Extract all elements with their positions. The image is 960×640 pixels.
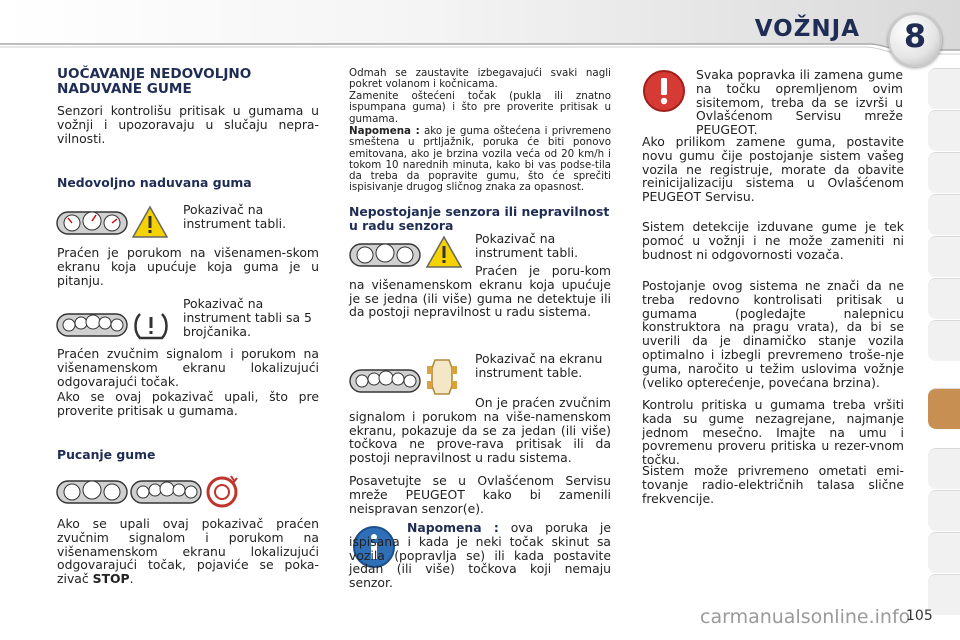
indicator-label: Pokazivač na instrument tabli.: [475, 231, 579, 260]
chapter-tab[interactable]: [928, 532, 960, 573]
car-tyres-icon: [422, 354, 462, 398]
warning-triangle-icon: [130, 204, 170, 240]
chapter-tab[interactable]: [928, 194, 960, 235]
chapter-tabs: [928, 68, 960, 628]
chapter-tab[interactable]: [928, 574, 960, 615]
note-body: ako je guma oštećena i privremeno smeštena u prtljažnik, poruka će biti ponovo emitovana, ako je brzina vozila veća od 20 km/h i tokom 10 narednih minuta, kako bi vas podse-tila da treba da popravite gumu, što će sprečiti ispisivanje drugog sličnog znaka za opasnost.: [349, 125, 611, 194]
body-text: On je praćen zvučnim signalom i porukom na više-namenskom ekranu, pokazuje da se za jedan (ili više) točkova ne prove-rava pritisak ili da postoji nepravilnost u radu sistema.: [349, 395, 611, 466]
indicator-label: Pokazivač na instrument tabli.: [183, 202, 287, 231]
chapter-tab[interactable]: [928, 68, 960, 109]
body-text: Zamenite oštećeni točak (pukla ili znatno ispumpana guma) i što pre proverite pritisak u gumama.: [349, 90, 611, 125]
note-text: [349, 521, 611, 590]
subtitle-puncture: Pucanje gume: [57, 447, 156, 462]
flat-tyre-icon: [204, 472, 244, 510]
instrument-panel-icon: [56, 477, 128, 507]
body-text: Sistem može privremeno ometati emi-tovanje radio-električnih talasa slične frekvencije.: [642, 463, 904, 506]
chapter-number: 8: [903, 17, 927, 55]
note-label: Napomena :: [407, 520, 499, 535]
stop-label: STOP: [92, 571, 130, 587]
body-text: Kontrolu pritiska u gumama treba vršiti kada su gume nezagrejane, najmanje jednom mesečno. Imajte na umu i povremenu proveru pritiska u rezer-vnom točku.: [642, 397, 904, 468]
body-text: Praćen je poru-kom na višenamenskom ekranu koja upućuje je se jedna (ili više) guma ne detektuje ili da postoji nepravilnost u radu sistema.: [349, 263, 611, 320]
chapter-tab[interactable]: [928, 110, 960, 151]
instrument-panel-icon: [56, 208, 128, 238]
warning-exclamation-icon: [640, 67, 688, 115]
body-text-part: Ako se upali ovaj pokazivač praćen zvučnim signalom i porukom na višenamenskom ekranu lokalizujući odgovarajući točak, pojaviće se poka-zivač: [57, 516, 319, 587]
subtitle-underinflated: Nedovoljno naduvana guma: [57, 175, 252, 190]
tyre-pressure-icon: [132, 308, 170, 342]
body-text: Odmah se zaustavite izbegavajući svaki nagli pokret volanom i kočnicama.: [349, 67, 611, 91]
five-dial-panel-icon: [349, 366, 421, 396]
intro-text: Senzori kontrolišu pritisak u gumama u vožnji i upozoravaju u slučaju nepra-vilnosti.: [57, 103, 319, 146]
five-dial-panel-icon: [130, 477, 202, 507]
note-body: ova poruka je ispisana i kada je neki točak skinut sa vozila (popravlja se) ili kada postavite jedan (ili više) točkova koji nemaju senzor.: [349, 520, 611, 591]
chapter-tab[interactable]: [928, 236, 960, 277]
body-text: Ako se upali ovaj pokazivač praćen zvučnim signalom i porukom na višenamenskom ekranu lokalizujući odgovarajući točak, pojaviće se poka-zivač STOP.: [57, 516, 319, 587]
body-text: Ako se ovaj pokazivač upali, što pre proverite pritisak u gumama.: [57, 389, 319, 418]
chapter-title: VOŽNJA: [754, 16, 860, 42]
body-text: Praćen je porukom na višenamen-skom ekranu koja upućuje koja guma je u pitanju.: [57, 245, 319, 288]
chapter-tab[interactable]: [928, 448, 960, 489]
body-text: Postojanje ovog sistema ne znači da ne treba redovno kontrolisati pritisak u gumama (pogledajte nalepnicu konstruktora na pragu vrata), da bi se uverili da je dinamičko stanje vozila optimalno i izbegli prevremeno troše-nje guma, naročito u težim uslovima vožnje (veliko opterećenje, povećana brzina).: [642, 278, 904, 390]
chapter-tab[interactable]: [928, 320, 960, 361]
note-text: [349, 126, 611, 194]
note-label: Napomena :: [349, 125, 420, 137]
section-title: UOČAVANJE NEDOVOLJNO NADUVANE GUME: [57, 66, 252, 97]
chapter-tab-active[interactable]: [928, 388, 960, 429]
five-dial-panel-icon: [56, 310, 128, 340]
body-text: Praćen zvučnim signalom i porukom na višenamenskom ekranu lokalizujući odgovarajući točak.: [57, 346, 319, 389]
chapter-tab[interactable]: [928, 278, 960, 319]
indicator-label: Pokazivač na ekranu instrument table.: [475, 351, 603, 380]
chapter-tab[interactable]: [928, 490, 960, 531]
chapter-tab[interactable]: [928, 152, 960, 193]
watermark: carmanualsonline.info: [700, 606, 911, 628]
page-number: 105: [906, 608, 933, 624]
body-text: Posavetujte se u Ovlašćenom Servisu mreže PEUGEOT kako bi zamenili neispravan senzor(e).: [349, 473, 611, 516]
warning-text: Svaka popravka ili zamena gume na točku opremljenom ovim sisitemom, treba da se izvrši u Ovlašćenom Servisu mreže PEUGEOT.: [696, 67, 903, 138]
body-text: Sistem detekcije izduvane gume je tek pomoć u vožnji i ne može zameniti ni budnost ni odgovornosti vozača.: [642, 219, 904, 262]
body-text: Ako prilikom zamene guma, postavite novu gumu čije postojanje sistem vašeg vozila ne registruje, morate da obavite reinicijalizaciju sistema u Ovlašćenom PEUGEOT Servisu.: [642, 134, 904, 205]
subtitle-sensor-fault: Nepostojanje senzora ili nepravilnost u radu senzora: [349, 204, 610, 233]
indicator-label: Pokazivač na instrument tabli sa 5 brojčanika.: [183, 296, 312, 339]
